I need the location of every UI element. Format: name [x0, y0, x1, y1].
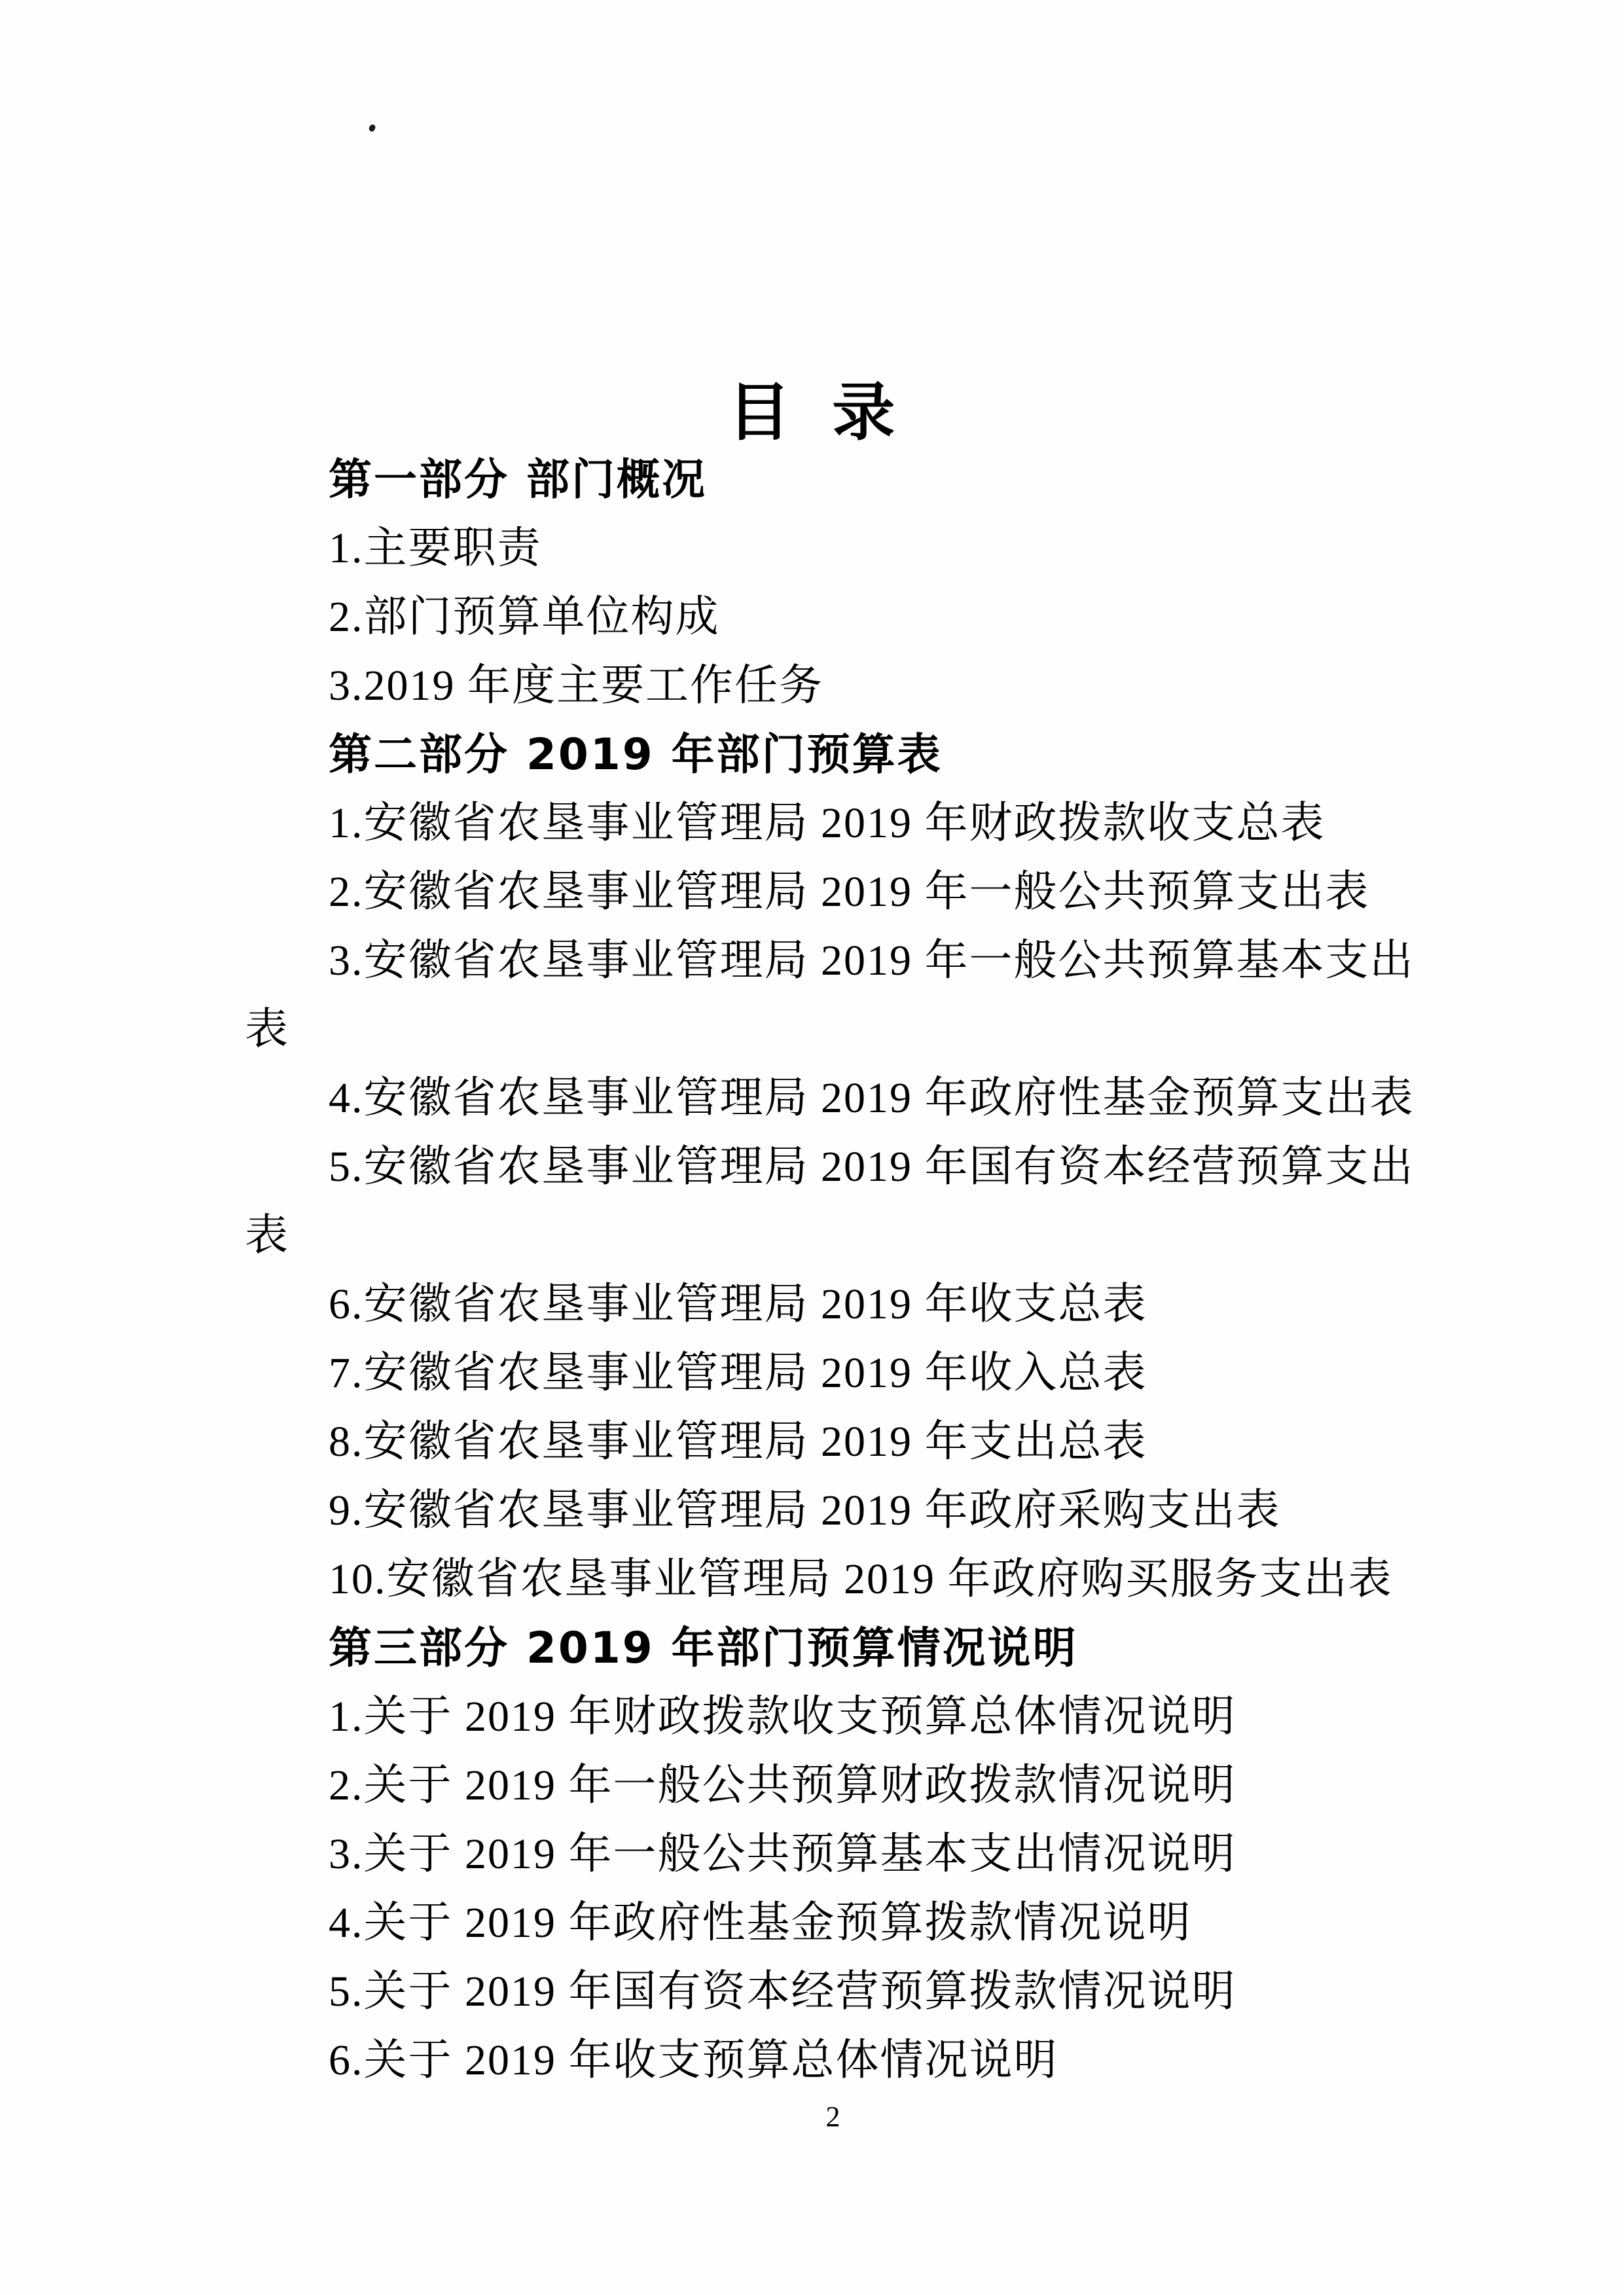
toc-item-2-3-continuation: 表 — [245, 1005, 289, 1053]
toc-item-3-1: 1.关于 2019 年财政拨款收支预算总体情况说明 — [329, 1693, 1236, 1741]
toc-item-2-4: 4.安徽省农垦事业管理局 2019 年政府性基金预算支出表 — [329, 1074, 1415, 1122]
scan-speck-artifact — [368, 124, 376, 133]
toc-item-2-7: 7.安徽省农垦事业管理局 2019 年收入总表 — [329, 1349, 1147, 1397]
toc-item-1-3: 3.2019 年度主要工作任务 — [329, 662, 823, 710]
toc-item-2-5-continuation: 表 — [245, 1212, 289, 1259]
toc-item-1-2: 2.部门预算单位构成 — [329, 593, 720, 641]
toc-item-2-5: 5.安徽省农垦事业管理局 2019 年国有资本经营预算支出 — [329, 1143, 1415, 1191]
section-1-heading: 第一部分 部门概况 — [329, 454, 707, 505]
toc-item-2-10: 10.安徽省农垦事业管理局 2019 年政府购买服务支出表 — [329, 1555, 1393, 1603]
toc-item-2-6: 6.安徽省农垦事业管理局 2019 年收支总表 — [329, 1280, 1147, 1328]
toc-item-3-2: 2.关于 2019 年一般公共预算财政拨款情况说明 — [329, 1762, 1236, 1809]
toc-list — [245, 445, 1415, 2095]
page-number: 2 — [825, 2101, 840, 2133]
toc-item-3-3: 3.关于 2019 年一般公共预算基本支出情况说明 — [329, 1830, 1236, 1878]
toc-item-2-3: 3.安徽省农垦事业管理局 2019 年一般公共预算基本支出 — [329, 937, 1415, 985]
section-2-heading: 第二部分 2019 年部门预算表 — [329, 729, 943, 780]
toc-item-2-1: 1.安徽省农垦事业管理局 2019 年财政拨款收支总表 — [329, 799, 1326, 847]
section-3-heading: 第三部分 2019 年部门预算情况说明 — [329, 1623, 1078, 1673]
toc-item-3-5: 5.关于 2019 年国有资本经营预算拨款情况说明 — [329, 1968, 1236, 2015]
page-title: 目 录 — [727, 376, 897, 449]
toc-item-3-4: 4.关于 2019 年政府性基金预算拨款情况说明 — [329, 1899, 1192, 1947]
toc-item-2-9: 9.安徽省农垦事业管理局 2019 年政府采购支出表 — [329, 1487, 1281, 1534]
toc-item-2-8: 8.安徽省农垦事业管理局 2019 年支出总表 — [329, 1418, 1147, 1466]
toc-item-2-2: 2.安徽省农垦事业管理局 2019 年一般公共预算支出表 — [329, 868, 1370, 916]
toc-item-1-1: 1.主要职责 — [329, 524, 542, 572]
toc-item-3-6: 6.关于 2019 年收支预算总体情况说明 — [329, 2036, 1058, 2084]
